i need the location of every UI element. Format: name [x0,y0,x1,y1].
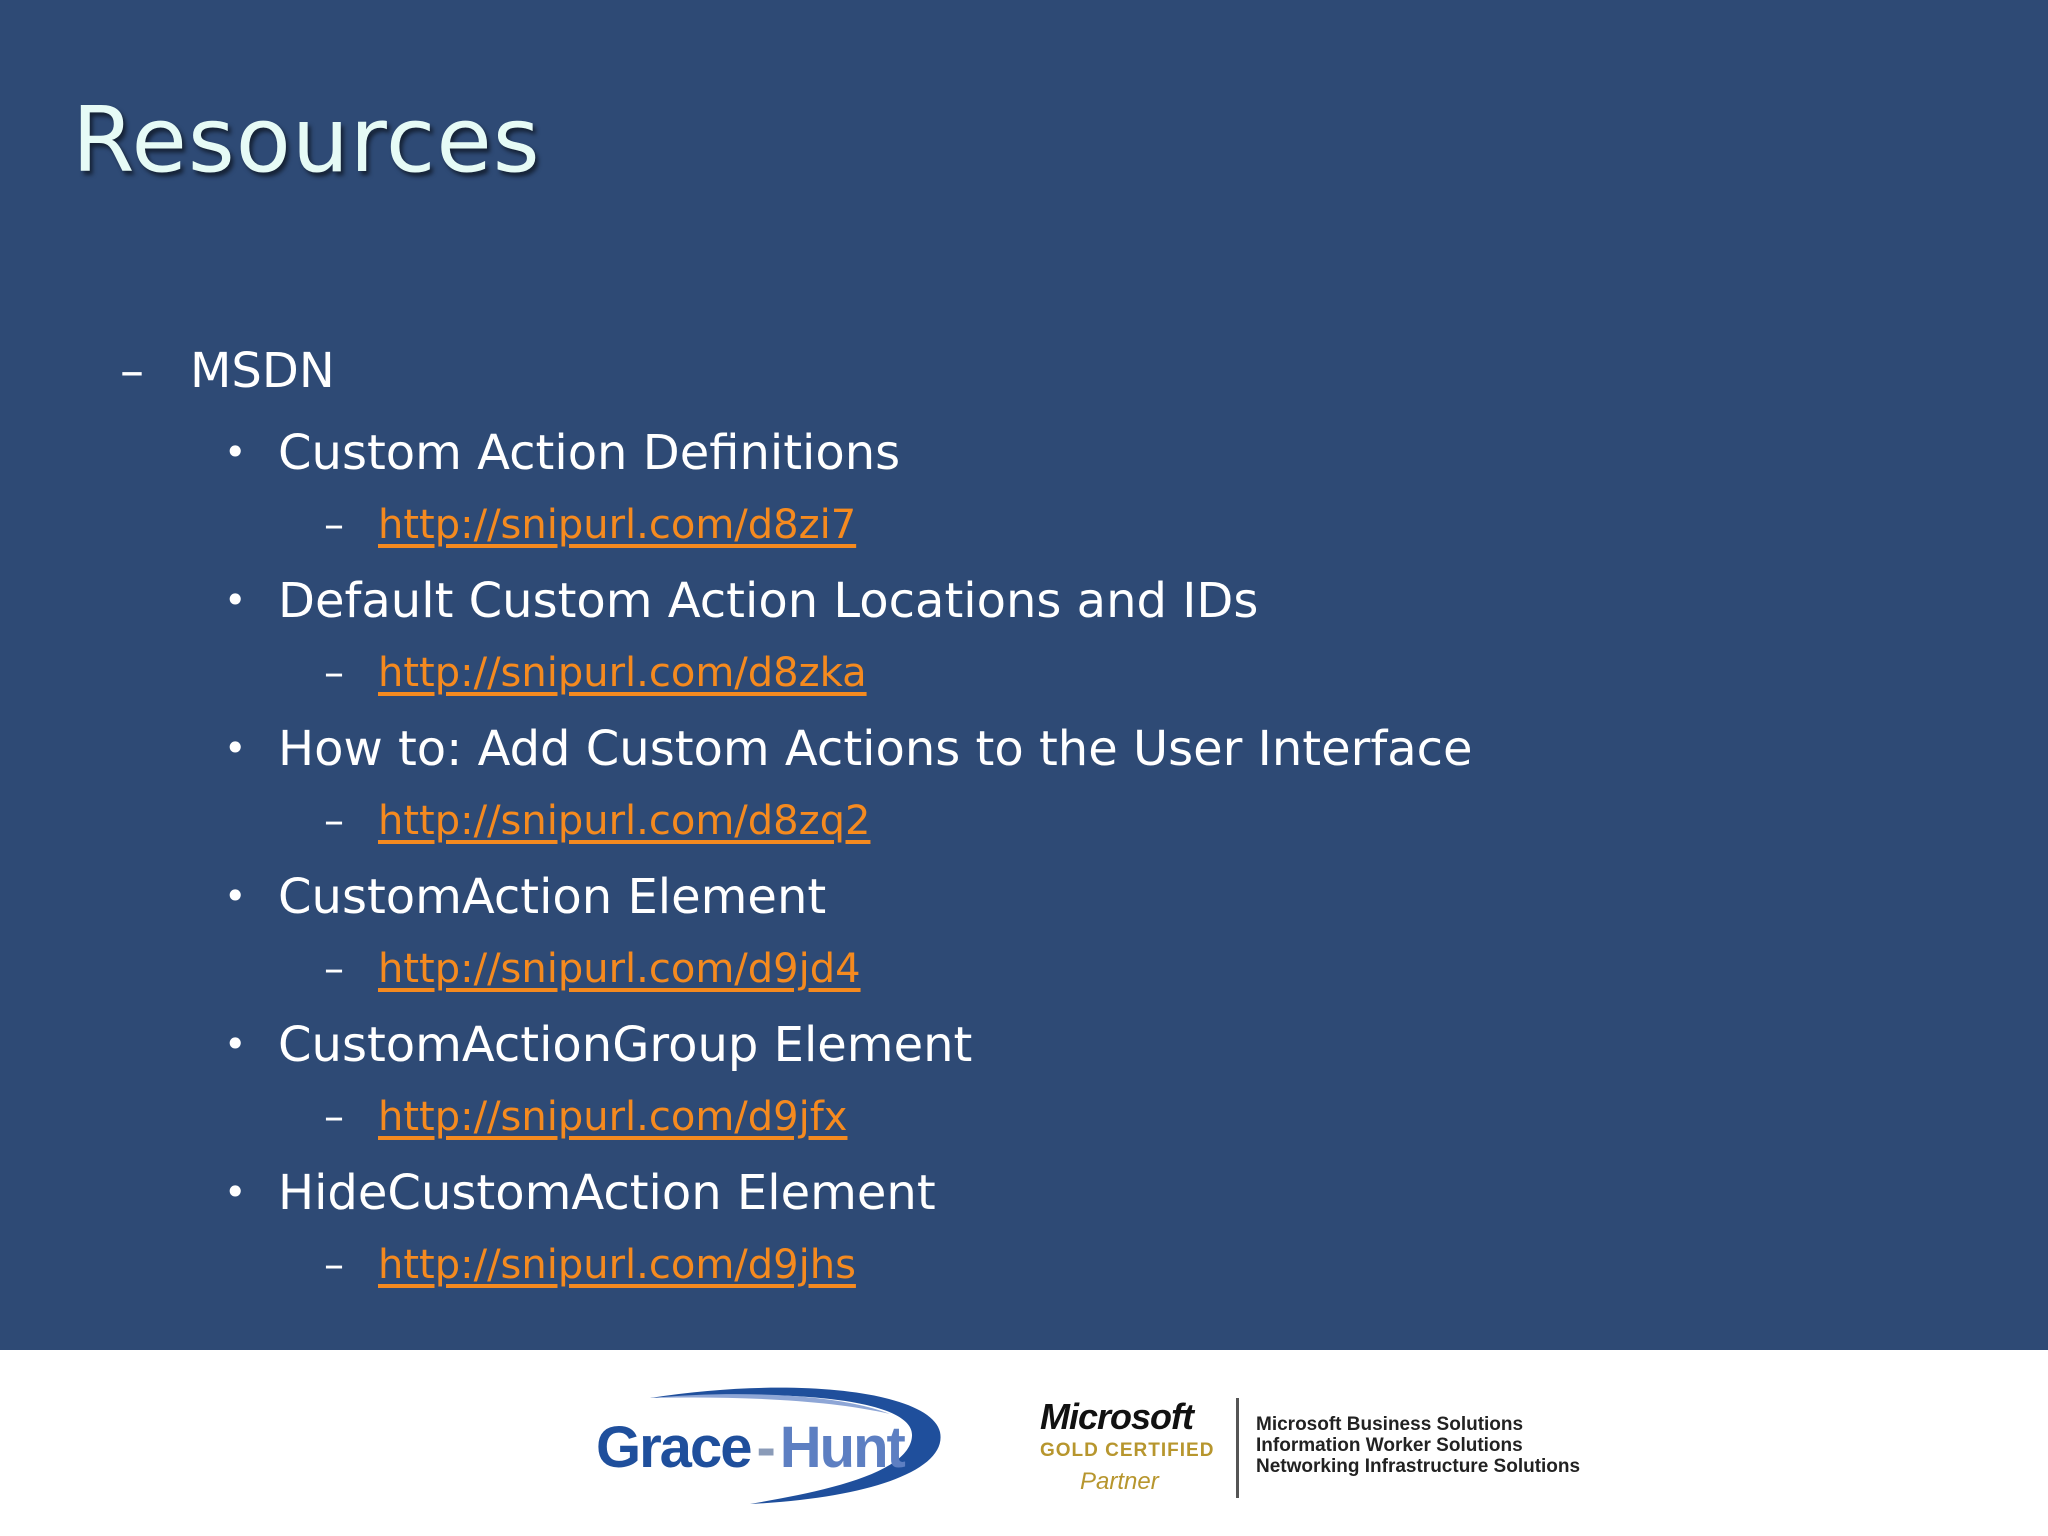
bullet-icon: • [224,1170,247,1214]
resource-title: HideCustomAction Element [278,1165,936,1221]
link-dash: – [324,650,344,696]
section-dash: – [120,343,144,399]
bullet-icon: • [224,578,247,622]
link-dash: – [324,1242,344,1288]
list-item [224,562,2024,710]
resource-title: CustomActionGroup Element [278,1017,973,1073]
logo-divider [1236,1398,1239,1498]
link-dash: – [324,502,344,548]
section-label: MSDN [190,343,335,399]
resource-title: Default Custom Action Locations and IDs [278,573,1259,629]
resource-link[interactable]: http://snipurl.com/d9jfx [378,1094,848,1140]
bullet-icon: • [224,1022,247,1066]
resource-title: How to: Add Custom Actions to the User Interface [278,721,1473,777]
list-item [224,414,2024,562]
list-item [224,858,2024,1006]
grace-hunt-logo [590,1380,950,1510]
resource-link[interactable]: http://snipurl.com/d9jhs [378,1242,856,1288]
competency-lines [1256,1414,1580,1477]
list-item [224,1006,2024,1154]
resource-title: CustomAction Element [278,869,827,925]
resource-link[interactable]: http://snipurl.com/d8zi7 [378,502,857,548]
resource-list [224,414,2024,1302]
list-item [224,710,2024,858]
microsoft-partner-logo [1040,1396,1220,1506]
slide-title: Resources [72,88,541,193]
link-dash: – [324,1094,344,1140]
microsoft-wordmark: Microsoft [1040,1396,1193,1437]
grace-word: Grace [596,1415,751,1480]
resource-link[interactable]: http://snipurl.com/d9jd4 [378,946,861,992]
competency-line: Information Worker Solutions [1256,1435,1523,1456]
grace-hunt-wordmark [596,1414,904,1481]
grace-hunt-separator: - [756,1415,774,1480]
resource-link[interactable]: http://snipurl.com/d8zq2 [378,798,871,844]
resource-title: Custom Action Definitions [278,425,901,481]
bullet-icon: • [224,726,247,770]
section-msdn [120,336,335,406]
competency-line: Microsoft Business Solutions [1256,1414,1524,1435]
partner-label: Partner [1080,1468,1159,1495]
hunt-word: Hunt [779,1415,904,1480]
gold-certified-label: GOLD CERTIFIED [1040,1440,1215,1461]
bullet-icon: • [224,430,247,474]
link-dash: – [324,946,344,992]
resource-link[interactable]: http://snipurl.com/d8zka [378,650,867,696]
competency-line: Networking Infrastructure Solutions [1256,1456,1581,1477]
link-dash: – [324,798,344,844]
footer [0,1350,2048,1536]
list-item [224,1154,2024,1302]
bullet-icon: • [224,874,247,918]
